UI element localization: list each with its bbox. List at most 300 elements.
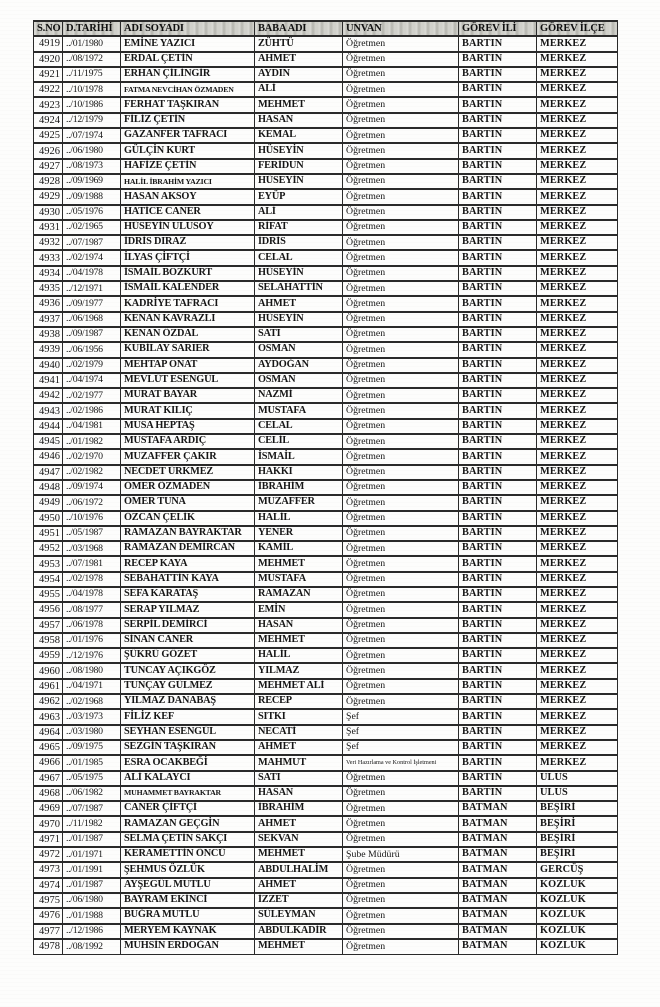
cell-birth-date: ../06/1980 <box>63 143 121 158</box>
cell-birth-date: ../08/1973 <box>63 159 121 174</box>
cell-gorev-ili: BARTIN <box>459 281 537 296</box>
cell-gorev-ili: BARTIN <box>459 143 537 158</box>
cell-gorev-ilce: BEŞİRİ <box>537 816 618 831</box>
cell-adi-soyadi: YILMAZ DANABAŞ <box>121 694 255 709</box>
cell-gorev-ili: BATMAN <box>459 924 537 939</box>
cell-sno: 4954 <box>34 572 63 587</box>
table-row <box>34 220 618 235</box>
cell-unvan: Veri Hazırlama ve Kontrol İşletmeni <box>343 755 459 770</box>
cell-gorev-ilce: MERKEZ <box>537 511 618 526</box>
cell-baba-adi: MEHMET <box>255 633 343 648</box>
table-row <box>34 235 618 250</box>
cell-gorev-ili: BARTIN <box>459 465 537 480</box>
table-row <box>34 113 618 128</box>
cell-baba-adi: YILMAZ <box>255 663 343 678</box>
cell-sno: 4935 <box>34 281 63 296</box>
cell-unvan: Şef <box>343 709 459 724</box>
cell-gorev-ilce: MERKEZ <box>537 36 618 51</box>
cell-baba-adi: EYÜP <box>255 189 343 204</box>
cell-baba-adi: RİFAT <box>255 220 343 235</box>
cell-gorev-ili: BARTIN <box>459 786 537 801</box>
cell-unvan: Öğretmen <box>343 618 459 633</box>
cell-birth-date: ../02/1968 <box>63 694 121 709</box>
cell-adi-soyadi: NECDET ÜRKMEZ <box>121 465 255 480</box>
cell-gorev-ili: BATMAN <box>459 939 537 954</box>
cell-baba-adi: KEMAL <box>255 128 343 143</box>
cell-unvan: Öğretmen <box>343 434 459 449</box>
cell-gorev-ili: BARTIN <box>459 358 537 373</box>
cell-birth-date: ../08/1977 <box>63 602 121 617</box>
cell-gorev-ilce: MERKEZ <box>537 82 618 97</box>
cell-baba-adi: AYDOĞAN <box>255 358 343 373</box>
cell-baba-adi: CELAL <box>255 250 343 265</box>
cell-gorev-ilce: MERKEZ <box>537 281 618 296</box>
cell-birth-date: ../02/1986 <box>63 403 121 418</box>
cell-birth-date: ../09/1975 <box>63 740 121 755</box>
table-row <box>34 541 618 556</box>
cell-birth-date: ../02/1982 <box>63 465 121 480</box>
cell-baba-adi: SEKVAN <box>255 832 343 847</box>
cell-gorev-ilce: MERKEZ <box>537 465 618 480</box>
table-row <box>34 618 618 633</box>
cell-unvan: Öğretmen <box>343 495 459 510</box>
cell-unvan: Şef <box>343 725 459 740</box>
cell-sno: 4939 <box>34 342 63 357</box>
table-body <box>34 36 618 954</box>
cell-unvan: Öğretmen <box>343 281 459 296</box>
cell-gorev-ili: BARTIN <box>459 220 537 235</box>
cell-adi-soyadi: SEZGİN TAŞKIRAN <box>121 740 255 755</box>
cell-baba-adi: İZZET <box>255 893 343 908</box>
cell-baba-adi: RAMAZAN <box>255 587 343 602</box>
cell-unvan: Öğretmen <box>343 556 459 571</box>
cell-adi-soyadi: MERYEM KAYNAK <box>121 924 255 939</box>
cell-baba-adi: HÜSEYİN <box>255 143 343 158</box>
cell-baba-adi: YENER <box>255 526 343 541</box>
table-row <box>34 511 618 526</box>
cell-unvan: Öğretmen <box>343 511 459 526</box>
cell-baba-adi: HASAN <box>255 786 343 801</box>
cell-gorev-ili: BARTIN <box>459 663 537 678</box>
cell-gorev-ili: BARTIN <box>459 113 537 128</box>
table-row <box>34 878 618 893</box>
cell-adi-soyadi: SERPİL DEMİRCİ <box>121 618 255 633</box>
cell-gorev-ili: BARTIN <box>459 388 537 403</box>
cell-gorev-ilce: ULUS <box>537 786 618 801</box>
cell-gorev-ilce: MERKEZ <box>537 205 618 220</box>
cell-gorev-ili: BARTIN <box>459 434 537 449</box>
table-row <box>34 434 618 449</box>
table-row <box>34 159 618 174</box>
cell-adi-soyadi: BUĞRA MUTLU <box>121 908 255 923</box>
cell-adi-soyadi: İSMAİL KALENDER <box>121 281 255 296</box>
cell-baba-adi: KAMİL <box>255 541 343 556</box>
cell-gorev-ili: BARTIN <box>459 296 537 311</box>
cell-adi-soyadi: HASAN AKSOY <box>121 189 255 204</box>
cell-adi-soyadi: SEFA KARATAŞ <box>121 587 255 602</box>
cell-gorev-ili: BATMAN <box>459 893 537 908</box>
cell-gorev-ilce: MERKEZ <box>537 358 618 373</box>
cell-gorev-ili: BARTIN <box>459 403 537 418</box>
cell-baba-adi: AHMET <box>255 52 343 67</box>
table-header <box>34 21 618 36</box>
cell-gorev-ilce: MERKEZ <box>537 189 618 204</box>
cell-unvan: Öğretmen <box>343 327 459 342</box>
cell-unvan: Öğretmen <box>343 373 459 388</box>
cell-unvan: Öğretmen <box>343 816 459 831</box>
cell-unvan: Öğretmen <box>343 419 459 434</box>
cell-gorev-ili: BARTIN <box>459 511 537 526</box>
cell-birth-date: ../07/1987 <box>63 235 121 250</box>
cell-adi-soyadi: KUBİLAY SARIER <box>121 342 255 357</box>
table-header-row <box>34 21 618 36</box>
cell-birth-date: ../08/1992 <box>63 939 121 954</box>
table-row <box>34 358 618 373</box>
cell-gorev-ilce: KOZLUK <box>537 939 618 954</box>
cell-unvan: Öğretmen <box>343 602 459 617</box>
cell-birth-date: ../01/1976 <box>63 633 121 648</box>
cell-baba-adi: ABDULHALİM <box>255 862 343 877</box>
cell-unvan: Şef <box>343 740 459 755</box>
cell-adi-soyadi: SEBAHATTİN KAYA <box>121 572 255 587</box>
cell-unvan: Öğretmen <box>343 587 459 602</box>
cell-birth-date: ../06/1956 <box>63 342 121 357</box>
cell-birth-date: ../01/1980 <box>63 36 121 51</box>
cell-baba-adi: HALİL <box>255 511 343 526</box>
cell-sno: 4975 <box>34 893 63 908</box>
cell-gorev-ili: BARTIN <box>459 36 537 51</box>
cell-baba-adi: ZÜHTÜ <box>255 36 343 51</box>
table-row <box>34 281 618 296</box>
cell-birth-date: ../11/1975 <box>63 67 121 82</box>
cell-birth-date: ../12/1986 <box>63 924 121 939</box>
cell-birth-date: ../01/1982 <box>63 434 121 449</box>
cell-birth-date: ../01/1988 <box>63 908 121 923</box>
col-header-gorev-ilce: GÖREV İLÇE <box>537 21 618 36</box>
cell-adi-soyadi: FERHAT TAŞKIRAN <box>121 97 255 112</box>
cell-sno: 4958 <box>34 633 63 648</box>
cell-birth-date: ../06/1982 <box>63 786 121 801</box>
cell-adi-soyadi: MEVLÜT ESENGÜL <box>121 373 255 388</box>
cell-unvan: Öğretmen <box>343 205 459 220</box>
cell-unvan: Öğretmen <box>343 541 459 556</box>
cell-baba-adi: HASAN <box>255 113 343 128</box>
cell-adi-soyadi: MUZAFFER ÇAKIR <box>121 449 255 464</box>
cell-unvan: Öğretmen <box>343 266 459 281</box>
cell-gorev-ilce: MERKEZ <box>537 419 618 434</box>
table-row <box>34 587 618 602</box>
table-row <box>34 908 618 923</box>
cell-baba-adi: MUSTAFA <box>255 572 343 587</box>
cell-unvan: Öğretmen <box>343 572 459 587</box>
cell-gorev-ili: BARTIN <box>459 128 537 143</box>
cell-unvan: Öğretmen <box>343 908 459 923</box>
cell-sno: 4968 <box>34 786 63 801</box>
cell-unvan: Öğretmen <box>343 342 459 357</box>
cell-birth-date: ../01/1985 <box>63 755 121 770</box>
cell-sno: 4967 <box>34 771 63 786</box>
cell-gorev-ilce: MERKEZ <box>537 449 618 464</box>
cell-gorev-ilce: MERKEZ <box>537 434 618 449</box>
cell-sno: 4961 <box>34 679 63 694</box>
cell-sno: 4974 <box>34 878 63 893</box>
cell-adi-soyadi: FİLİZ KEF <box>121 709 255 724</box>
cell-sno: 4946 <box>34 449 63 464</box>
table-row <box>34 205 618 220</box>
cell-adi-soyadi: MUSTAFA ARDIÇ <box>121 434 255 449</box>
cell-unvan: Öğretmen <box>343 663 459 678</box>
cell-gorev-ili: BATMAN <box>459 847 537 862</box>
cell-sno: 4957 <box>34 618 63 633</box>
cell-birth-date: ../07/1974 <box>63 128 121 143</box>
cell-adi-soyadi: RAMAZAN DEMİRCAN <box>121 541 255 556</box>
cell-birth-date: ../02/1977 <box>63 388 121 403</box>
cell-adi-soyadi: GÜLÇİN KURT <box>121 143 255 158</box>
cell-adi-soyadi: ŞEHMUS ÖZLÜK <box>121 862 255 877</box>
cell-birth-date: ../01/1987 <box>63 878 121 893</box>
cell-gorev-ili: BARTIN <box>459 205 537 220</box>
cell-gorev-ilce: MERKEZ <box>537 250 618 265</box>
cell-sno: 4944 <box>34 419 63 434</box>
cell-unvan: Öğretmen <box>343 143 459 158</box>
cell-sno: 4953 <box>34 556 63 571</box>
cell-baba-adi: HÜSEYİN <box>255 174 343 189</box>
cell-sno: 4925 <box>34 128 63 143</box>
table-row <box>34 36 618 51</box>
table-row <box>34 373 618 388</box>
table-row <box>34 801 618 816</box>
cell-unvan: Öğretmen <box>343 97 459 112</box>
cell-sno: 4966 <box>34 755 63 770</box>
cell-sno: 4963 <box>34 709 63 724</box>
cell-gorev-ilce: BEŞİRİ <box>537 801 618 816</box>
cell-birth-date: ../08/1972 <box>63 52 121 67</box>
col-header-sno: S.NO <box>34 21 63 36</box>
cell-adi-soyadi: KENAN ÖZDAL <box>121 327 255 342</box>
cell-sno: 4940 <box>34 358 63 373</box>
cell-gorev-ilce: MERKEZ <box>537 159 618 174</box>
cell-baba-adi: MAHMUT <box>255 755 343 770</box>
cell-birth-date: ../06/1978 <box>63 618 121 633</box>
cell-sno: 4955 <box>34 587 63 602</box>
cell-adi-soyadi: RAMAZAN BAYRAKTAR <box>121 526 255 541</box>
cell-adi-soyadi: ÖZCAN ÇELİK <box>121 511 255 526</box>
cell-sno: 4956 <box>34 602 63 617</box>
cell-baba-adi: AHMET <box>255 740 343 755</box>
cell-birth-date: ../12/1971 <box>63 281 121 296</box>
table-row <box>34 816 618 831</box>
cell-sno: 4943 <box>34 403 63 418</box>
cell-adi-soyadi: FATMA NEVCİHAN ÖZMADEN <box>121 82 255 97</box>
cell-baba-adi: RECEP <box>255 694 343 709</box>
table-row <box>34 465 618 480</box>
cell-adi-soyadi: MUHSİN ERDOĞAN <box>121 939 255 954</box>
cell-baba-adi: MEHMET <box>255 847 343 862</box>
cell-unvan: Öğretmen <box>343 832 459 847</box>
cell-birth-date: ../09/1988 <box>63 189 121 204</box>
cell-birth-date: ../04/1974 <box>63 373 121 388</box>
cell-gorev-ili: BARTIN <box>459 725 537 740</box>
cell-unvan: Öğretmen <box>343 878 459 893</box>
cell-gorev-ili: BARTIN <box>459 480 537 495</box>
table-row <box>34 296 618 311</box>
personnel-roster-table <box>33 20 618 955</box>
cell-adi-soyadi: MUHAMMET BAYRAKTAR <box>121 786 255 801</box>
cell-unvan: Öğretmen <box>343 771 459 786</box>
cell-adi-soyadi: ESRA OCAKBEĞİ <box>121 755 255 770</box>
cell-unvan: Öğretmen <box>343 82 459 97</box>
cell-adi-soyadi: İDRİS DIRAZ <box>121 235 255 250</box>
cell-gorev-ili: BARTIN <box>459 709 537 724</box>
table-row <box>34 755 618 770</box>
cell-unvan: Öğretmen <box>343 679 459 694</box>
cell-gorev-ilce: MERKEZ <box>537 113 618 128</box>
cell-birth-date: ../03/1980 <box>63 725 121 740</box>
cell-birth-date: ../06/1980 <box>63 893 121 908</box>
cell-baba-adi: HASAN <box>255 618 343 633</box>
cell-sno: 4928 <box>34 174 63 189</box>
table-row <box>34 250 618 265</box>
cell-birth-date: ../10/1976 <box>63 511 121 526</box>
cell-sno: 4921 <box>34 67 63 82</box>
cell-unvan: Öğretmen <box>343 939 459 954</box>
table-row <box>34 189 618 204</box>
table-row <box>34 327 618 342</box>
cell-gorev-ilce: GERCÜŞ <box>537 862 618 877</box>
cell-sno: 4936 <box>34 296 63 311</box>
cell-unvan: Şube Müdürü <box>343 847 459 862</box>
cell-sno: 4949 <box>34 495 63 510</box>
cell-baba-adi: CELİL <box>255 434 343 449</box>
table-row <box>34 526 618 541</box>
cell-baba-adi: AHMET <box>255 296 343 311</box>
cell-sno: 4926 <box>34 143 63 158</box>
cell-birth-date: ../05/1975 <box>63 771 121 786</box>
cell-birth-date: ../01/1987 <box>63 832 121 847</box>
cell-birth-date: ../01/1991 <box>63 862 121 877</box>
cell-gorev-ilce: MERKEZ <box>537 709 618 724</box>
cell-baba-adi: OSMAN <box>255 373 343 388</box>
cell-birth-date: ../09/1977 <box>63 296 121 311</box>
cell-gorev-ili: BARTIN <box>459 587 537 602</box>
cell-adi-soyadi: GAZANFER TAFRACI <box>121 128 255 143</box>
cell-adi-soyadi: FİLİZ ÇETİN <box>121 113 255 128</box>
cell-baba-adi: ABDULKADİR <box>255 924 343 939</box>
cell-gorev-ili: BARTIN <box>459 235 537 250</box>
table-row <box>34 403 618 418</box>
cell-sno: 4930 <box>34 205 63 220</box>
cell-birth-date: ../10/1978 <box>63 82 121 97</box>
cell-gorev-ili: BARTIN <box>459 373 537 388</box>
cell-gorev-ili: BATMAN <box>459 878 537 893</box>
cell-gorev-ilce: MERKEZ <box>537 679 618 694</box>
table-row <box>34 786 618 801</box>
cell-gorev-ilce: MERKEZ <box>537 526 618 541</box>
cell-birth-date: ../12/1979 <box>63 113 121 128</box>
cell-sno: 4941 <box>34 373 63 388</box>
cell-birth-date: ../09/1974 <box>63 480 121 495</box>
cell-birth-date: ../02/1979 <box>63 358 121 373</box>
cell-sno: 4969 <box>34 801 63 816</box>
cell-adi-soyadi: KADRİYE TAFRACI <box>121 296 255 311</box>
cell-adi-soyadi: RECEP KAYA <box>121 556 255 571</box>
cell-birth-date: ../01/1971 <box>63 847 121 862</box>
table-row <box>34 663 618 678</box>
cell-gorev-ilce: KOZLUK <box>537 908 618 923</box>
cell-gorev-ilce: MERKEZ <box>537 495 618 510</box>
cell-birth-date: ../04/1978 <box>63 587 121 602</box>
table-row <box>34 924 618 939</box>
cell-sno: 4976 <box>34 908 63 923</box>
cell-sno: 4970 <box>34 816 63 831</box>
cell-sno: 4919 <box>34 36 63 51</box>
cell-unvan: Öğretmen <box>343 403 459 418</box>
cell-gorev-ili: BARTIN <box>459 97 537 112</box>
cell-unvan: Öğretmen <box>343 449 459 464</box>
cell-gorev-ili: BATMAN <box>459 832 537 847</box>
cell-gorev-ilce: MERKEZ <box>537 388 618 403</box>
cell-baba-adi: NAZMİ <box>255 388 343 403</box>
cell-gorev-ilce: KOZLUK <box>537 893 618 908</box>
cell-gorev-ilce: MERKEZ <box>537 602 618 617</box>
table-row <box>34 52 618 67</box>
table-row <box>34 67 618 82</box>
cell-baba-adi: MUSTAFA <box>255 403 343 418</box>
cell-unvan: Öğretmen <box>343 128 459 143</box>
cell-adi-soyadi: AYŞEGÜL MUTLU <box>121 878 255 893</box>
cell-sno: 4923 <box>34 97 63 112</box>
cell-unvan: Öğretmen <box>343 235 459 250</box>
cell-birth-date: ../07/1987 <box>63 801 121 816</box>
cell-gorev-ili: BARTIN <box>459 266 537 281</box>
cell-sno: 4950 <box>34 511 63 526</box>
cell-birth-date: ../05/1987 <box>63 526 121 541</box>
cell-sno: 4934 <box>34 266 63 281</box>
cell-unvan: Öğretmen <box>343 250 459 265</box>
cell-unvan: Öğretmen <box>343 296 459 311</box>
cell-birth-date: ../03/1968 <box>63 541 121 556</box>
table-row <box>34 771 618 786</box>
cell-gorev-ilce: MERKEZ <box>537 556 618 571</box>
cell-gorev-ilce: MERKEZ <box>537 587 618 602</box>
cell-sno: 4972 <box>34 847 63 862</box>
cell-sno: 4977 <box>34 924 63 939</box>
cell-gorev-ili: BARTIN <box>459 495 537 510</box>
cell-unvan: Öğretmen <box>343 893 459 908</box>
cell-adi-soyadi: ÖMER ÖZMADEN <box>121 480 255 495</box>
cell-birth-date: ../03/1973 <box>63 709 121 724</box>
cell-gorev-ilce: MERKEZ <box>537 648 618 663</box>
cell-gorev-ili: BARTIN <box>459 755 537 770</box>
cell-baba-adi: HÜSEYİN <box>255 266 343 281</box>
cell-sno: 4927 <box>34 159 63 174</box>
cell-sno: 4932 <box>34 235 63 250</box>
cell-adi-soyadi: SERAP YILMAZ <box>121 602 255 617</box>
table-row <box>34 266 618 281</box>
cell-birth-date: ../02/1978 <box>63 572 121 587</box>
table-row <box>34 679 618 694</box>
cell-baba-adi: OSMAN <box>255 342 343 357</box>
cell-gorev-ili: BARTIN <box>459 189 537 204</box>
cell-gorev-ilce: MERKEZ <box>537 97 618 112</box>
cell-adi-soyadi: HAFİZE ÇETİN <box>121 159 255 174</box>
cell-birth-date: ../04/1981 <box>63 419 121 434</box>
cell-adi-soyadi: TUNCAY AÇIKGÖZ <box>121 663 255 678</box>
cell-gorev-ilce: MERKEZ <box>537 633 618 648</box>
cell-adi-soyadi: ALİ KALAYCI <box>121 771 255 786</box>
cell-gorev-ilce: MERKEZ <box>537 296 618 311</box>
cell-gorev-ilce: MERKEZ <box>537 663 618 678</box>
